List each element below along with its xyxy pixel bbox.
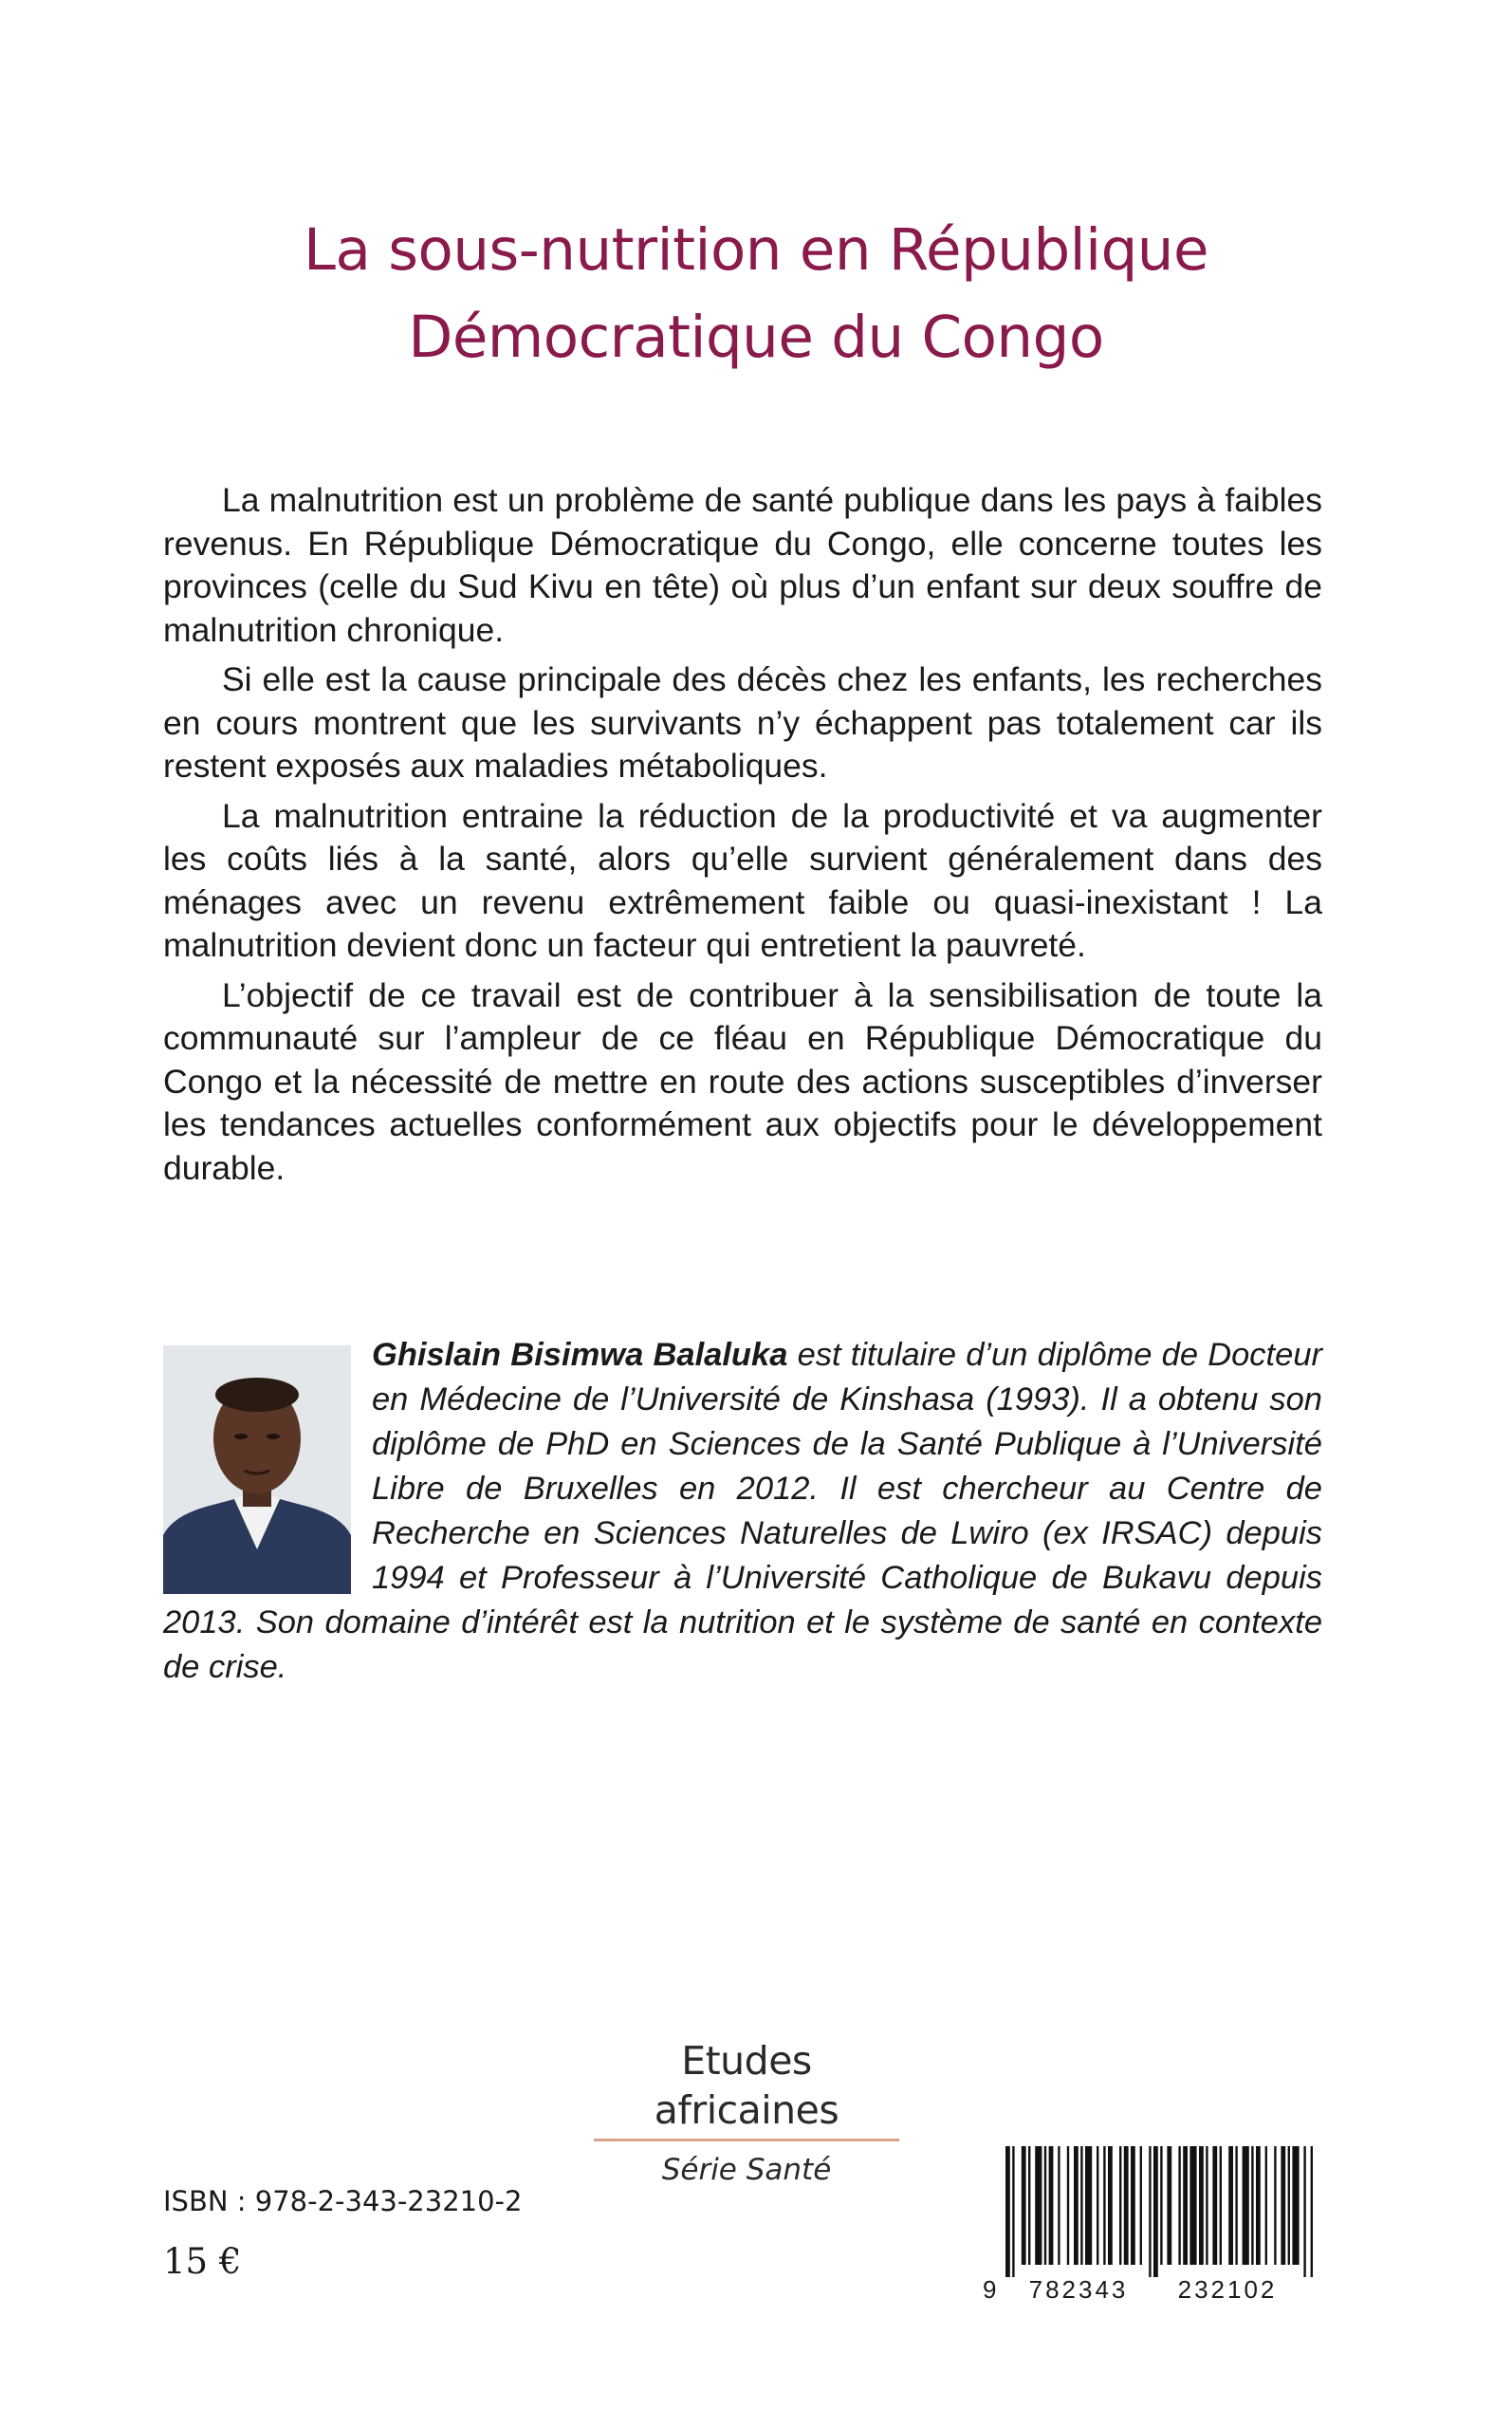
series-divider (594, 2139, 899, 2141)
author-bio (163, 1333, 1322, 1690)
summary-paragraph: Si elle est la cause principale des décès chez les enfants, les recherches en cours montrent que les survivants n’y échappent pas totalement car ils restent exposés aux maladies métaboliques. (163, 660, 1322, 785)
series-name: Etudes africaines (654, 2038, 839, 2133)
barcode-digits-right: 232102 (1177, 2275, 1278, 2303)
barcode-bar (1108, 2146, 1113, 2265)
barcode-bar (1303, 2146, 1305, 2277)
barcode-digit-first: 9 (983, 2275, 997, 2303)
barcode-bar (1153, 2146, 1158, 2277)
barcode-bar (1206, 2146, 1208, 2265)
book-title-line-2: Démocratique du Congo (408, 304, 1104, 371)
barcode-bar (1005, 2146, 1010, 2277)
barcode-bar (1140, 2146, 1142, 2265)
barcode-bar (1080, 2146, 1082, 2265)
barcode-bar (1119, 2146, 1121, 2265)
barcode-bar (1281, 2146, 1285, 2265)
barcode-bar (1243, 2146, 1249, 2265)
barcode-bar (1028, 2146, 1030, 2265)
barcode-bar (1178, 2146, 1180, 2265)
barcode-bar (1085, 2146, 1092, 2265)
barcode-bar (1097, 2146, 1098, 2265)
barcode-bar (1074, 2146, 1079, 2265)
barcode-bar (1212, 2146, 1217, 2265)
isbn: ISBN : 978-2-343-23210-2 (163, 2185, 523, 2217)
summary-paragraph: La malnutrition est un problème de santé publique dans les pays à faibles revenus. En République Démocratique du Congo, elle concerne toutes les provinces (celle du Sud Kivu en tête) où plus d’un enfant sur deux souffre de malnutrition chronique. (163, 481, 1322, 649)
author-bio-text: est titulaire d’un diplôme de Docteur en Médecine de l’Université de Kinshasa (1993). Il a obtenu son diplôme de PhD en Sciences de la Santé Publique à l’Université Libre de Bruxelles en 2012. Il est chercheur au Centre de Recherche en Sciences Naturelles de Lwiro (ex IRSAC) depuis 1994 et Professeur à l’Université Catholique de Bukavu depuis 2013. Son domaine d’intérêt est la nutrition et le système de santé en contexte de crise. (163, 1337, 1323, 1685)
barcode-bar (1199, 2146, 1204, 2265)
barcode-bar (1189, 2146, 1196, 2265)
barcode-bar (1058, 2146, 1060, 2265)
barcode-bar (1167, 2146, 1171, 2265)
series-label (588, 2036, 905, 2189)
book-summary (163, 479, 1322, 1196)
barcode-bars (1005, 2146, 1313, 2277)
price: 15 € (163, 2241, 242, 2282)
summary-paragraph: La malnutrition entraine la réduction de la productivité et va augmenter les coûts liés à la santé, alors qu’elle survient généralement dans des ménages avec un revenu extrêmement faible ou quasi-inexistant ! La malnutrition devient donc un facteur qui entretient la pauvreté. (163, 796, 1322, 964)
barcode-bar (1235, 2146, 1237, 2265)
barcode-bar (1220, 2146, 1222, 2265)
barcode-bar (1131, 2146, 1135, 2265)
barcode-bar (1311, 2146, 1313, 2277)
barcode-bar (1251, 2146, 1253, 2265)
barcode-bar (1124, 2146, 1129, 2265)
barcode-bar (1274, 2146, 1276, 2265)
barcode-bar (1044, 2146, 1046, 2265)
author-photo-space (163, 1333, 372, 1601)
barcode-image (979, 2146, 1322, 2303)
barcode-bar (1012, 2146, 1014, 2277)
barcode-bar (1183, 2146, 1188, 2265)
barcode-bar (1103, 2146, 1105, 2265)
barcode-bar (1265, 2146, 1267, 2265)
barcode-bar (1292, 2146, 1299, 2265)
barcode-bar (1149, 2146, 1151, 2277)
barcode-digits-left: 782343 (1028, 2275, 1129, 2303)
author-name: Ghislain Bisimwa Balaluka (372, 1337, 788, 1373)
summary-paragraph: L’objectif de ce travail est de contribuer à la sensibilisation de toute la communauté sur l’ampleur de ce fléau en République Démocratique du Congo et la nécessité de mettre en route des actions susceptibles d’inverser les tendances actuelles conformément aux objectifs pour le développement durable. (163, 975, 1322, 1187)
barcode-bar (1035, 2146, 1042, 2265)
barcode-bar (1288, 2146, 1290, 2265)
barcode-bar (1160, 2146, 1162, 2265)
series-subseries: Série Santé (661, 2153, 832, 2187)
barcode-bar (1067, 2146, 1069, 2265)
book-title-line-1: La sous-nutrition en République (304, 216, 1208, 284)
barcode-bar (1049, 2146, 1054, 2265)
barcode-bar (1256, 2146, 1261, 2265)
barcode-bar (1228, 2146, 1233, 2265)
book-title (142, 207, 1370, 381)
barcode-bar (1022, 2146, 1026, 2265)
barcode (979, 2146, 1322, 2303)
